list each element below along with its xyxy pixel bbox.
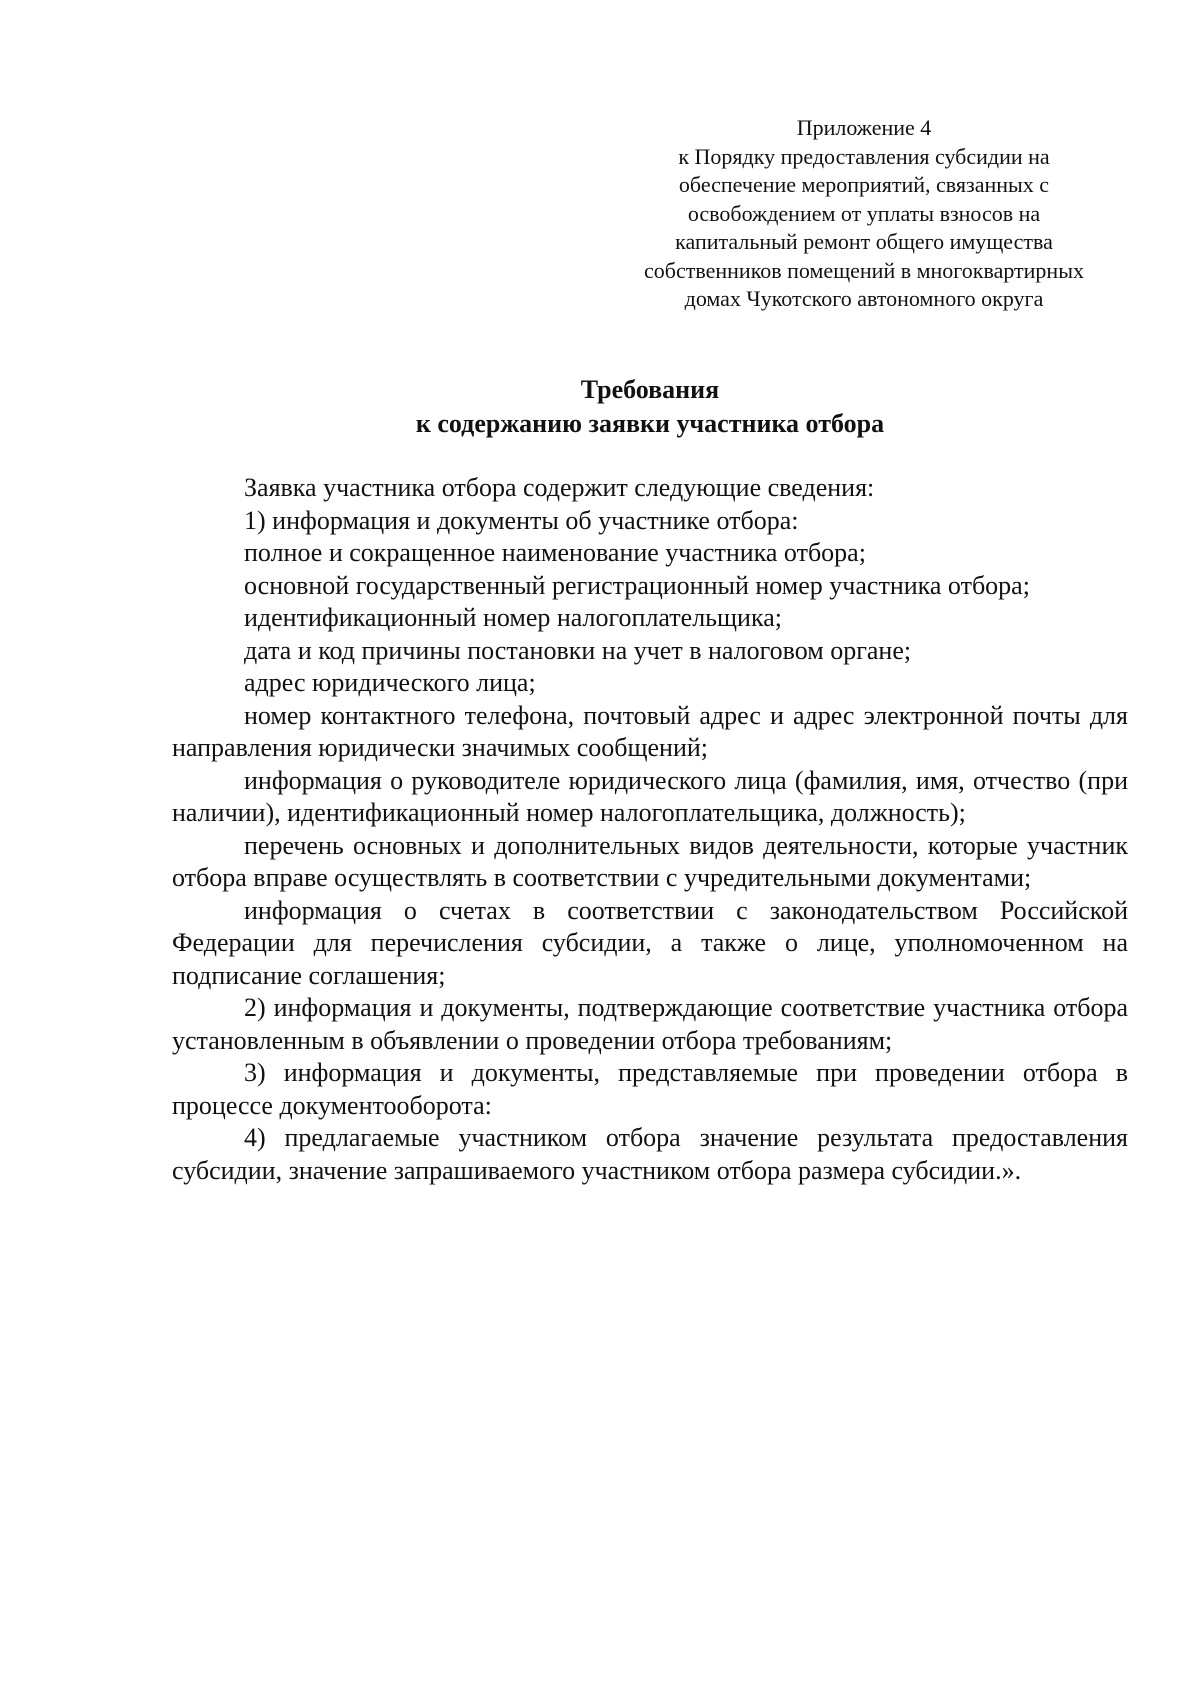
appendix-header <box>600 114 1128 314</box>
paragraph: идентификационный номер налогоплательщика; <box>244 603 782 632</box>
paragraph: информация о руководителе юридического лица (фамилия, имя, отчество (при наличии), идентификационный номер налогоплательщика, должность); <box>172 765 1128 827</box>
document-title <box>172 373 1128 441</box>
title-line-1: Требования <box>580 375 720 404</box>
paragraph: перечень основных и дополнительных видов деятельности, которые участник отбора вправе осуществлять в соответствии с учредительными документами; <box>172 830 1128 892</box>
appendix-line: домах Чукотского автономного округа <box>684 286 1044 311</box>
paragraph: основной государственный регистрационный номер участника отбора; <box>244 570 1030 600</box>
paragraph: дата и код причины постановки на учет в налоговом органе; <box>244 635 912 665</box>
paragraph: адрес юридического лица; <box>244 668 536 697</box>
appendix-line: капитальный ремонт общего имущества <box>675 229 1053 254</box>
paragraph: 3) информация и документы, представляемые при проведении отбора в процессе документооборота: <box>172 1058 1128 1120</box>
appendix-line: освобождением от уплаты взносов на <box>687 200 1041 226</box>
appendix-line: Приложение 4 <box>796 115 932 140</box>
paragraph: 4) предлагаемые участником отбора значение результата предоставления субсидии, значение запрашиваемого участником отбора размера субсидии.». <box>172 1123 1128 1185</box>
paragraph: Заявка участника отбора содержит следующие сведения: <box>244 473 875 502</box>
title-line-2: к содержанию заявки участника отбора <box>415 409 885 438</box>
paragraph: 1) информация и документы об участнике отбора: <box>244 505 799 535</box>
paragraph: информация о счетах в соответствии с законодательством Российской Федерации для перечисления субсидии, а также о лице, уполномоченном на подписание соглашения; <box>172 895 1128 990</box>
paragraph: номер контактного телефона, почтовый адрес и адрес электронной почты для направления юридически значимых сообщений; <box>172 700 1128 762</box>
appendix-line: обеспечение мероприятий, связанных с <box>678 172 1050 197</box>
appendix-line: собственников помещений в многоквартирных <box>644 257 1084 283</box>
paragraph: 2) информация и документы, подтверждающие соответствие участника отбора установленным в объявлении о проведении отбора требованиям; <box>172 993 1128 1055</box>
appendix-line: к Порядку предоставления субсидии на <box>678 143 1050 169</box>
paragraph: полное и сокращенное наименование участника отбора; <box>244 538 866 567</box>
document-body <box>172 472 1128 1187</box>
